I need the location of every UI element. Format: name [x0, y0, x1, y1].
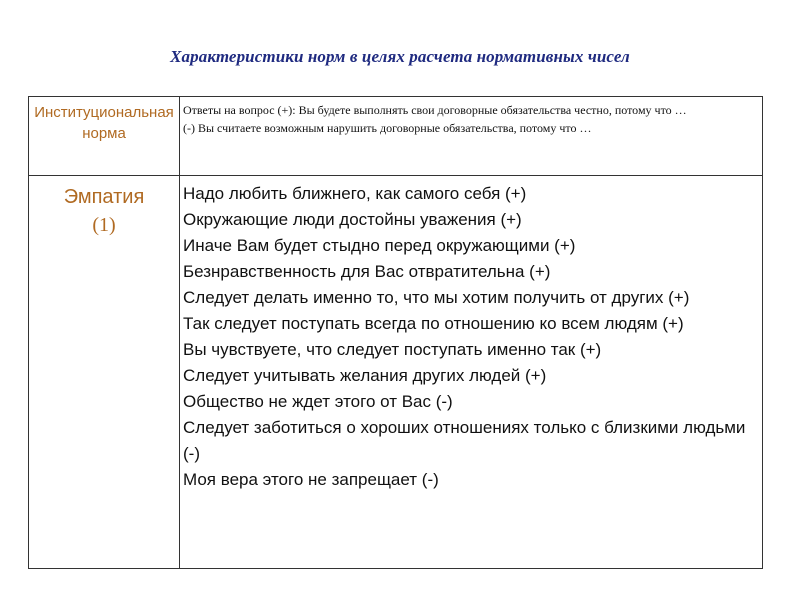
norm-name: Эмпатия	[63, 186, 145, 208]
norm-cell	[29, 176, 180, 569]
question-line-negative: (-) Вы считаете возможным нарушить договорные обязательства, потому что …	[183, 121, 592, 135]
answer-item: Вы чувствуете, что следует поступать именно так (+)	[183, 340, 602, 359]
question-line-positive: Ответы на вопрос (+): Вы будете выполнять свои договорные обязательства честно, потому что …	[183, 103, 687, 117]
answer-item: Следует делать именно то, что мы хотим получить от других (+)	[183, 288, 690, 307]
answer-item: Следует учитывать желания других людей (+)	[183, 366, 547, 385]
table-header-row	[29, 97, 763, 176]
answer-item: Следует заботиться о хороших отношениях только с близкими людьми (-)	[183, 418, 746, 463]
norms-table	[28, 96, 763, 569]
answer-item: Окружающие люди достойны уважения (+)	[183, 210, 522, 229]
page-title: Характеристики норм в целях расчета нормативных чисел	[170, 47, 630, 66]
answer-item: Моя вера этого не запрещает (-)	[183, 470, 439, 489]
answer-item: Общество не ждет этого от Вас (-)	[183, 392, 453, 411]
norm-column-header: Институциональная норма	[29, 97, 180, 176]
answers-cell	[180, 176, 763, 569]
answer-item: Безнравственность для Вас отвратительна (+)	[183, 262, 551, 281]
norm-number: (1)	[92, 214, 116, 236]
answer-item: Так следует поступать всегда по отношению ко всем людям (+)	[183, 314, 684, 333]
table-row	[29, 176, 763, 569]
answer-item: Надо любить ближнего, как самого себя (+)	[183, 184, 527, 203]
question-header	[180, 97, 763, 176]
answer-item: Иначе Вам будет стыдно перед окружающими (+)	[183, 236, 576, 255]
